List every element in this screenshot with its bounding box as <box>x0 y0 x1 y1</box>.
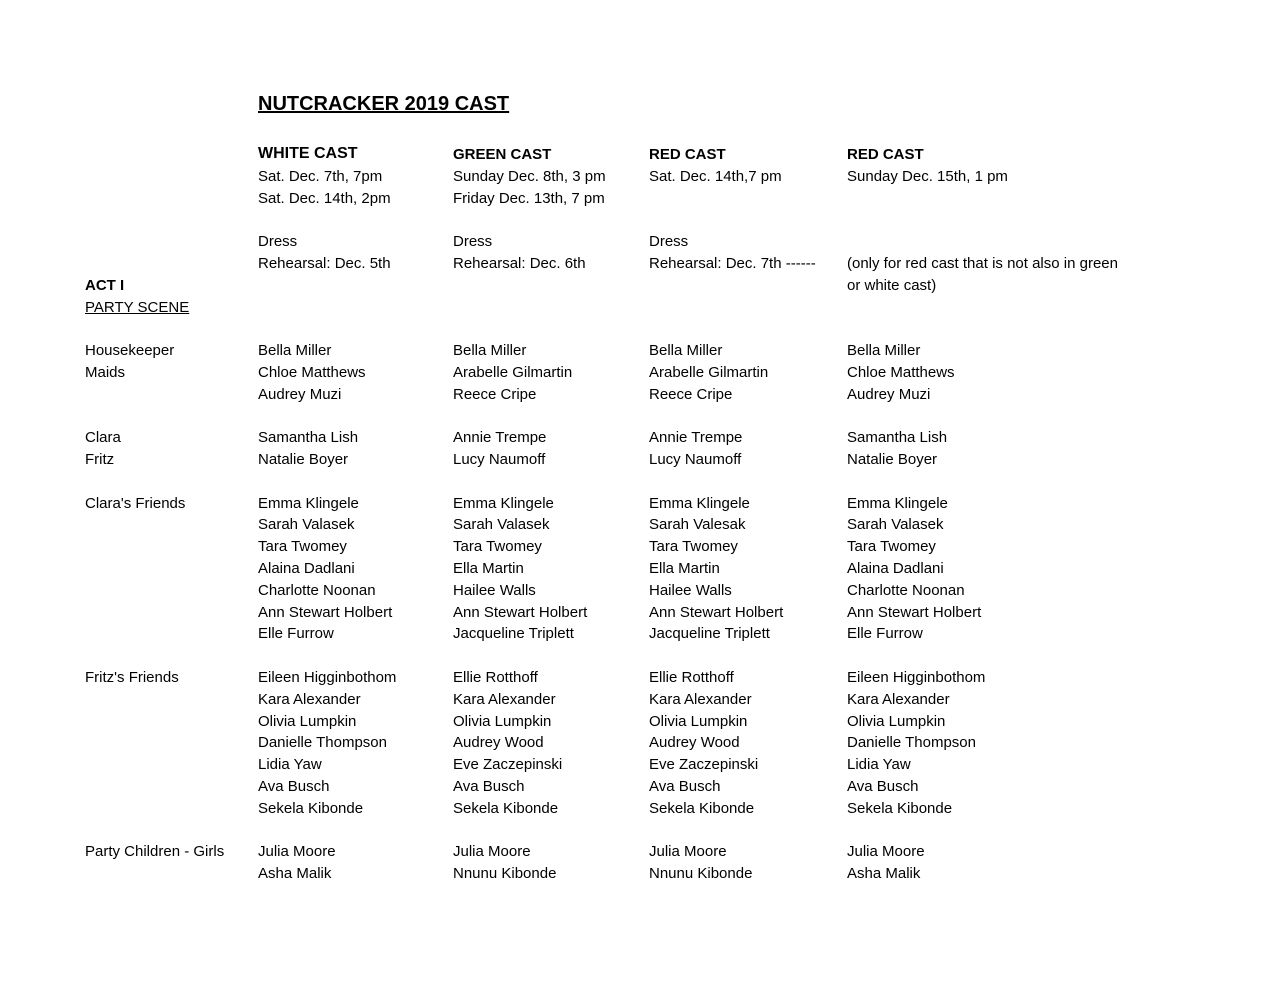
cast-member: Kara Alexander <box>258 690 361 708</box>
cast-member: Ann Stewart Holbert <box>847 603 982 621</box>
role-label <box>85 405 224 427</box>
dress-label: Dress <box>453 233 493 250</box>
cast-date: Sunday Dec. 15th, 1 pm <box>847 168 1008 185</box>
cast-member: Reece Cripe <box>649 385 733 403</box>
cast-date: Sat. Dec. 14th,7 pm <box>649 168 782 185</box>
cast-member: Asha Malik <box>847 865 921 883</box>
cast-member: Emma Klingele <box>258 494 359 512</box>
cast-member: Ella Martin <box>649 559 720 577</box>
cast-date: Friday Dec. 13th, 7 pm <box>453 190 605 207</box>
cast-member: Sekela Kibonde <box>453 799 559 817</box>
cast-member: Hailee Walls <box>649 581 732 599</box>
cast-member: Bella Miller <box>258 342 332 359</box>
cast-member <box>847 645 985 667</box>
cast-member: Annie Trempe <box>649 429 743 447</box>
cast-member <box>258 405 396 427</box>
cast-member <box>649 471 783 493</box>
cast-member: Sekela Kibonde <box>649 799 755 817</box>
cast-header-green: GREEN CAST <box>453 146 552 163</box>
cast-date: Sat. Dec. 14th, 2pm <box>258 190 391 207</box>
cast-member: Arabelle Gilmartin <box>453 363 573 381</box>
cast-member: Bella Miller <box>847 342 921 359</box>
cast-member: Nnunu Kibonde <box>649 865 753 883</box>
cast-member <box>847 405 985 427</box>
cast-member: Reece Cripe <box>453 385 537 403</box>
cast-member: Bella Miller <box>649 342 723 359</box>
cast-member: Danielle Thompson <box>847 734 976 752</box>
red-cast-list <box>649 340 783 885</box>
cast-member <box>649 645 783 667</box>
cast-member: Emma Klingele <box>453 494 554 512</box>
rehearsal-date: Rehearsal: Dec. 7th ------ <box>649 255 816 272</box>
cast-member: Tara Twomey <box>258 538 347 556</box>
cast-member: Kara Alexander <box>649 690 752 708</box>
role-label <box>85 384 224 406</box>
cast-member: Ava Busch <box>258 777 330 795</box>
cast-member <box>258 645 396 667</box>
role-label <box>85 820 224 842</box>
cast-member: Jacqueline Triplett <box>453 625 574 643</box>
scene-label: PARTY SCENE <box>85 299 190 316</box>
cast-member: Ella Martin <box>453 559 524 577</box>
cast-member <box>453 405 587 427</box>
rehearsal-note-cont: or white cast) <box>847 277 937 294</box>
cast-member: Sarah Valasek <box>453 516 550 534</box>
role-label <box>85 863 224 885</box>
role-label <box>85 645 224 667</box>
cast-member: Chloe Matthews <box>847 363 955 381</box>
cast-member: Olivia Lumpkin <box>847 712 946 730</box>
role-label <box>85 798 224 820</box>
role-label: Fritz's Friends <box>85 668 179 686</box>
role-label <box>85 602 224 624</box>
role-label: Clara <box>85 429 121 447</box>
cast-member: Tara Twomey <box>453 538 542 556</box>
cast-member: Ellie Rotthoff <box>453 668 538 686</box>
cast-member: Lidia Yaw <box>258 756 322 774</box>
cast-member: Julia Moore <box>258 843 336 861</box>
cast-member: Natalie Boyer <box>847 450 938 468</box>
role-label <box>85 623 224 645</box>
role-label <box>85 689 224 711</box>
cast-member: Danielle Thompson <box>258 734 387 752</box>
cast-member: Emma Klingele <box>847 494 948 512</box>
cast-member: Olivia Lumpkin <box>258 712 357 730</box>
green-cast-list <box>453 340 587 885</box>
cast-date: Sunday Dec. 8th, 3 pm <box>453 168 606 185</box>
cast-member: Sekela Kibonde <box>258 799 364 817</box>
cast-member <box>258 820 396 842</box>
cast-member: Tara Twomey <box>847 538 936 556</box>
cast-member: Annie Trempe <box>453 429 547 447</box>
cast-member: Sarah Valasek <box>258 516 355 534</box>
cast-member: Audrey Wood <box>649 734 740 752</box>
role-label: Housekeeper <box>85 342 175 359</box>
cast-member: Ellie Rotthoff <box>649 668 734 686</box>
cast-member: Ann Stewart Holbert <box>453 603 588 621</box>
role-label <box>85 471 224 493</box>
cast-member: Eve Zaczepinski <box>649 756 759 774</box>
role-label <box>85 580 224 602</box>
cast-member <box>847 471 985 493</box>
cast-member <box>649 405 783 427</box>
white-cast-list <box>258 340 396 885</box>
cast-member: Olivia Lumpkin <box>649 712 748 730</box>
rehearsal-note: (only for red cast that is not also in green <box>847 255 1118 272</box>
cast-member: Ava Busch <box>649 777 721 795</box>
cast-member: Asha Malik <box>258 865 332 883</box>
role-label <box>85 732 224 754</box>
cast-member: Charlotte Noonan <box>847 581 965 599</box>
cast-member: Ann Stewart Holbert <box>649 603 784 621</box>
cast-member: Sarah Valesak <box>649 516 746 534</box>
role-label <box>85 754 224 776</box>
cast-member <box>649 820 783 842</box>
role-label <box>85 558 224 580</box>
cast-member: Audrey Muzi <box>258 385 342 403</box>
dress-label: Dress <box>258 233 298 250</box>
cast-member: Ava Busch <box>453 777 525 795</box>
cast-member <box>453 820 587 842</box>
cast-member <box>847 820 985 842</box>
role-label <box>85 776 224 798</box>
cast-member: Julia Moore <box>453 843 531 861</box>
cast-header-red-2: RED CAST <box>847 146 924 163</box>
cast-member: Julia Moore <box>649 843 727 861</box>
cast-member: Kara Alexander <box>453 690 556 708</box>
cast-member: Charlotte Noonan <box>258 581 376 599</box>
role-label: Maids <box>85 363 126 381</box>
red-cast-2-list <box>847 340 985 885</box>
cast-member <box>258 471 396 493</box>
role-label <box>85 536 224 558</box>
cast-member: Elle Furrow <box>258 625 334 643</box>
cast-member: Lidia Yaw <box>847 756 911 774</box>
cast-member: Eileen Higginbothom <box>847 668 986 686</box>
cast-member: Ann Stewart Holbert <box>258 603 393 621</box>
cast-member <box>453 645 587 667</box>
cast-member: Hailee Walls <box>453 581 536 599</box>
cast-member: Alaina Dadlani <box>847 559 944 577</box>
cast-member: Samantha Lish <box>847 429 948 447</box>
cast-member: Lucy Naumoff <box>649 450 742 468</box>
cast-member: Sekela Kibonde <box>847 799 953 817</box>
cast-member: Ava Busch <box>847 777 919 795</box>
cast-header-red: RED CAST <box>649 146 726 163</box>
role-label <box>85 711 224 733</box>
cast-member: Bella Miller <box>453 342 527 359</box>
cast-member: Arabelle Gilmartin <box>649 363 769 381</box>
cast-member: Lucy Naumoff <box>453 450 546 468</box>
cast-member: Elle Furrow <box>847 625 923 643</box>
cast-member: Samantha Lish <box>258 429 359 447</box>
cast-member: Julia Moore <box>847 843 925 861</box>
cast-member: Olivia Lumpkin <box>453 712 552 730</box>
role-label: Clara's Friends <box>85 494 186 512</box>
cast-member: Audrey Wood <box>453 734 544 752</box>
cast-member: Chloe Matthews <box>258 363 366 381</box>
cast-member: Natalie Boyer <box>258 450 349 468</box>
act-label: ACT I <box>85 277 125 294</box>
rehearsal-date: Rehearsal: Dec. 5th <box>258 255 391 272</box>
role-label: Party Children - Girls <box>85 843 225 861</box>
cast-date: Sat. Dec. 7th, 7pm <box>258 168 383 185</box>
cast-member: Jacqueline Triplett <box>649 625 770 643</box>
page-title: NUTCRACKER 2019 CAST <box>258 93 510 115</box>
cast-member: Alaina Dadlani <box>258 559 355 577</box>
rehearsal-date: Rehearsal: Dec. 6th <box>453 255 586 272</box>
cast-member: Kara Alexander <box>847 690 950 708</box>
cast-member: Nnunu Kibonde <box>453 865 557 883</box>
role-label: Fritz <box>85 450 115 468</box>
dress-label: Dress <box>649 233 689 250</box>
cast-member: Audrey Muzi <box>847 385 931 403</box>
role-label <box>85 514 224 536</box>
cast-member: Sarah Valasek <box>847 516 944 534</box>
cast-member: Eileen Higginbothom <box>258 668 397 686</box>
cast-member <box>453 471 587 493</box>
roles-column <box>85 340 224 885</box>
cast-member: Eve Zaczepinski <box>453 756 563 774</box>
cast-member: Tara Twomey <box>649 538 738 556</box>
cast-member: Emma Klingele <box>649 494 750 512</box>
cast-header-white: WHITE CAST <box>258 145 358 162</box>
